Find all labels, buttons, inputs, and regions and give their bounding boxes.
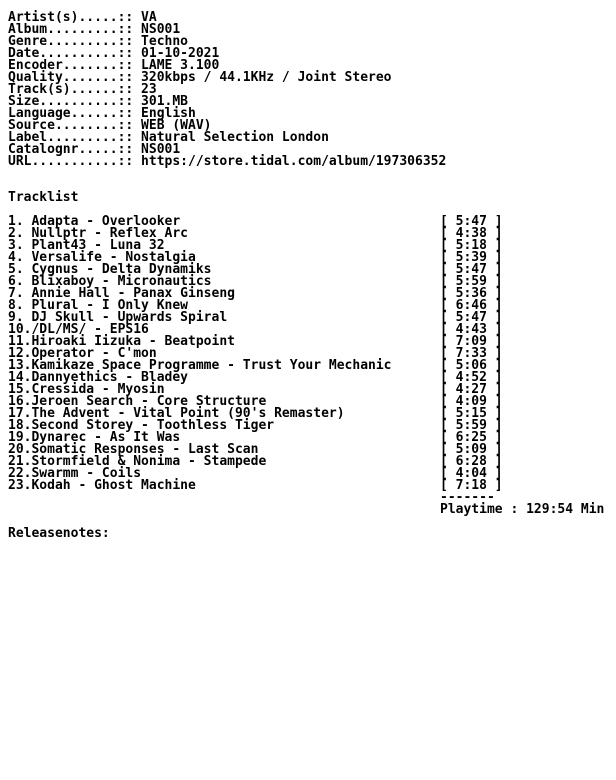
track-duration: [ 5:18 ] <box>440 238 503 253</box>
track-duration: [ 5:15 ] <box>440 406 503 421</box>
info-album: Album.........:: NS001 <box>8 22 181 37</box>
info-tracks: Track(s)......:: 23 <box>8 82 157 97</box>
track-duration: [ 4:27 ] <box>440 382 503 397</box>
track-duration: [ 5:47 ] <box>440 310 503 325</box>
info-size: Size..........:: 301.MB <box>8 94 189 109</box>
divider-text: ------- <box>440 490 495 505</box>
track-duration: [ 5:06 ] <box>440 358 503 373</box>
track-duration: [ 6:46 ] <box>440 298 503 313</box>
info-language: Language......:: English <box>8 106 196 121</box>
track-duration: [ 5:39 ] <box>440 250 503 265</box>
track-title: 4. Versalife - Nostalgia <box>8 250 196 265</box>
track-duration: [ 5:09 ] <box>440 442 503 457</box>
playtime-row <box>8 504 608 516</box>
track-duration: [ 5:59 ] <box>440 274 503 289</box>
info-quality: Quality.......:: 320kbps / 44.1KHz / Joint Stereo <box>8 70 392 85</box>
track-title: 15.Cressida - Myosin <box>8 382 165 397</box>
track-duration: [ 4:43 ] <box>440 322 503 337</box>
track-title: 12.Operator - C'mon <box>8 346 157 361</box>
releasenotes-heading: Releasenotes: <box>8 526 110 541</box>
spacer <box>8 180 608 192</box>
tracklist-heading: Tracklist <box>8 190 79 205</box>
track-title: 19.Dynarec - As It Was <box>8 430 181 445</box>
info-source: Source........:: WEB (WAV) <box>8 118 212 133</box>
track-title: 3. Plant43 - Luna 32 <box>8 238 165 253</box>
track-duration: [ 5:47 ] <box>440 214 503 229</box>
info-date: Date..........:: 01-10-2021 <box>8 46 220 61</box>
track-title: 17.The Advent - Vital Point (90's Remaster) <box>8 406 345 421</box>
track-title: 18.Second Storey - Toothless Tiger <box>8 418 275 433</box>
track-title: 1. Adapta - Overlooker <box>8 214 181 229</box>
track-title: 20.Somatic Responses - Last Scan <box>8 442 259 457</box>
track-title: 13.Kamikaze Space Programme - Trust Your Mechanic <box>8 358 392 373</box>
info-encoder: Encoder.......:: LAME 3.100 <box>8 58 220 73</box>
track-duration: [ 4:38 ] <box>440 226 503 241</box>
track-title: 23.Kodah - Ghost Machine <box>8 478 196 493</box>
track-duration: [ 7:09 ] <box>440 334 503 349</box>
release-info <box>8 12 608 168</box>
nfo-document <box>8 12 608 540</box>
track-title: 6. Blixaboy - Micronautics <box>8 274 212 289</box>
info-url: URL...........:: https://store.tidal.com/album/197306352 <box>8 154 447 169</box>
track-duration: [ 5:59 ] <box>440 418 503 433</box>
info-label: Label.........:: Natural Selection London <box>8 130 329 145</box>
info-genre: Genre.........:: Techno <box>8 34 189 49</box>
track-duration: [ 6:25 ] <box>440 430 503 445</box>
track-title: 10./DL/MS/ - EPS16 <box>8 322 149 337</box>
info-artist: Artist(s).....:: VA <box>8 10 157 25</box>
track-title: 14.Dannyethics - Bladey <box>8 370 189 385</box>
spacer <box>8 168 608 180</box>
track-duration: [ 4:04 ] <box>440 466 503 481</box>
track-row <box>8 480 608 492</box>
info-catalognr: Catalognr.....:: NS001 <box>8 142 181 157</box>
track-title: 21.Stormfield & Nonima - Stampede <box>8 454 267 469</box>
playtime-total: Playtime : 129:54 Min <box>440 502 605 517</box>
track-title: 2. Nullptr - Reflex Arc <box>8 226 189 241</box>
track-title: 22.Swarmm - Coils <box>8 466 142 481</box>
track-duration: [ 7:18 ] <box>440 478 503 493</box>
tracklist <box>8 216 608 492</box>
track-duration: [ 7:33 ] <box>440 346 503 361</box>
track-title: 8. Plural - I Only Knew <box>8 298 189 313</box>
track-title: 11.Hiroaki Iizuka - Beatpoint <box>8 334 235 349</box>
track-duration: [ 5:36 ] <box>440 286 503 301</box>
track-duration: [ 4:09 ] <box>440 394 503 409</box>
track-title: 5. Cygnus - Delta Dynamiks <box>8 262 212 277</box>
track-title: 9. DJ Skull - Upwards Spiral <box>8 310 228 325</box>
track-duration: [ 5:47 ] <box>440 262 503 277</box>
track-duration: [ 6:28 ] <box>440 454 503 469</box>
track-duration: [ 4:52 ] <box>440 370 503 385</box>
track-title: 7. Annie Hall - Panax Ginseng <box>8 286 235 301</box>
track-title: 16.Jeroen Search - Core Structure <box>8 394 267 409</box>
